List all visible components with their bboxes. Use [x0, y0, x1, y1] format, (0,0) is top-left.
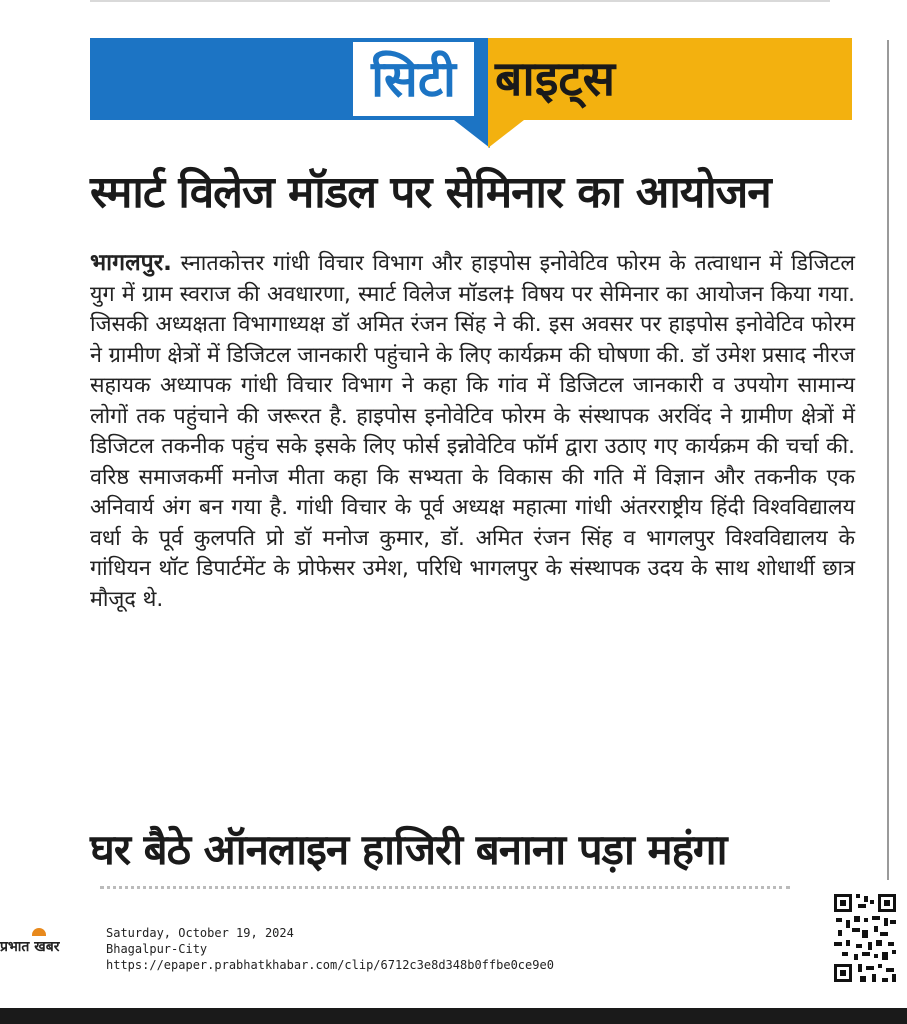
section-banner: [90, 38, 852, 120]
article-dateline: भागलपुर.: [90, 250, 172, 276]
clip-edition: Bhagalpur-City: [106, 942, 208, 956]
qr-code-icon[interactable]: [832, 890, 898, 986]
banner-notch-right: [488, 120, 524, 148]
bottom-band: [0, 1008, 907, 1024]
logo-text: प्रभात खबर: [0, 939, 60, 955]
clip-date: Saturday, October 19, 2024: [106, 926, 294, 940]
top-rule: [90, 0, 830, 2]
column-rule: [887, 40, 889, 880]
logo-sun-icon: [32, 928, 46, 936]
clip-url[interactable]: https://epaper.prabhatkhabar.com/clip/6712c3e8d348b0ffbe0ce9e0: [106, 958, 554, 972]
banner-title-right: बाइट्स: [495, 51, 616, 107]
second-headline: घर बैठे ऑनलाइन हाजिरी बनाना पड़ा महंगा: [90, 825, 727, 874]
article-headline: स्मार्ट विलेज मॉडल पर सेमिनार का आयोजन: [90, 167, 771, 218]
clip-meta: [106, 925, 554, 973]
clipped-text-line: [100, 886, 790, 897]
banner-title-left: सिटी: [353, 42, 474, 116]
banner-notch-left: [454, 120, 490, 148]
prabhat-khabar-logo: [0, 928, 88, 958]
article-body: [90, 248, 855, 615]
article-text: स्नातकोत्तर गांधी विचार विभाग और हाइपोस इनोवेटिव फोरम के तत्वाधान में डिजिटल युग में ग्राम स्वराज की अवधारणा, स्मार्ट विलेज मॉडल‡ विषय पर सेमिनार का आयोजन किया गया. जिसकी अध्यक्षता विभागाध्यक्ष डॉ अमित रंजन सिंह ने की. इस अवसर पर हाइपोस इनोवेटिव फोरम ने ग्रामीण क्षेत्रों में डिजिटल जानकारी पहुंचाने के लिए कार्यक्रम की घोषणा की. डॉ उमेश प्रसाद नीरज सहायक अध्यापक गांधी विचार विभाग ने कहा कि गांव में डिजिटल जानकारी व उपयोग सामान्य लोगों तक पहुंचाने की जरूरत है. हाइपोस इनोवेटिव फोरम के संस्थापक अरविंद ने ग्रामीण क्षेत्रों में डिजिटल तकनीक पहुंच सके इसके लिए फोर्स इन्नोवेटिव फॉर्म द्वारा उठाए गए कार्यक्रम की चर्चा की. वरिष्ठ समाजकर्मी मनोज मीता कहा कि सभ्यता के विकास की गति में विज्ञान और तकनीक एक अनिवार्य अंग बन गया है. गांधी विचार के पूर्व अध्यक्ष महात्मा गांधी अंतरराष्ट्रीय हिंदी विश्वविद्यालय वर्धा के पूर्व कुलपति प्रो डॉ मनोज कुमार, डॉ. अमित रंजन सिंह व भागलपुर विश्वविद्यालय के गांधियन थॉट डिपार्टमेंट के प्रोफेसर उमेश, परिधि भागलपुर के संस्थापक उदय के साथ शोधार्थी छात्र मौजूद थे.: [90, 251, 855, 612]
